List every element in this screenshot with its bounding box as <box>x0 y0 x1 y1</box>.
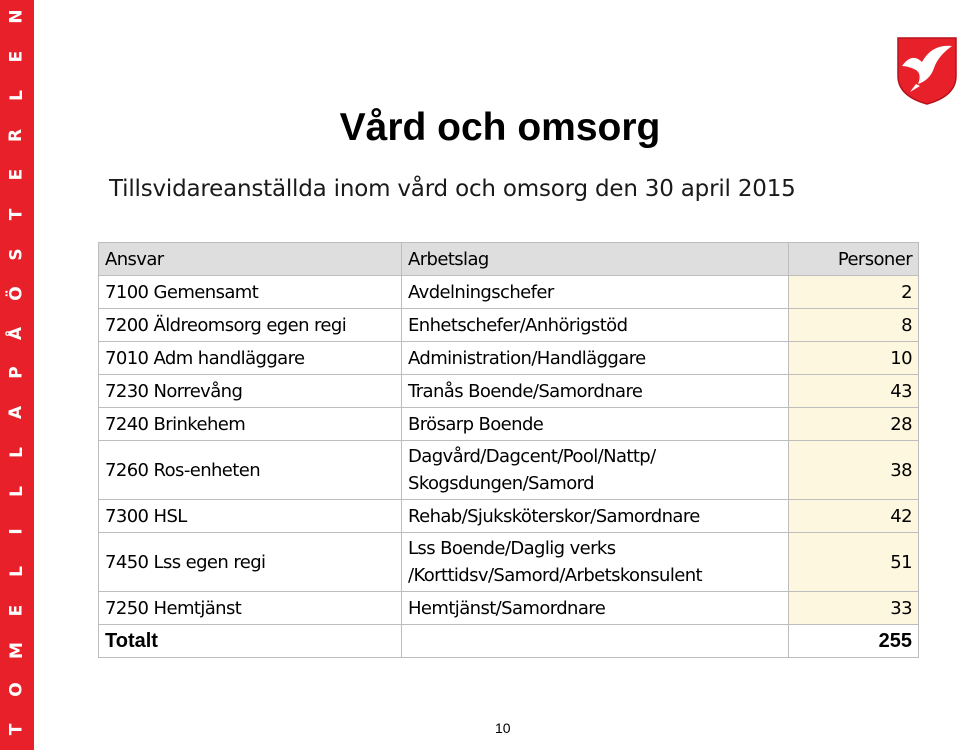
cell-arbetslag: Tranås Boende/Samordnare <box>402 375 789 408</box>
bird-emblem-icon <box>896 36 958 106</box>
staff-table <box>98 242 919 658</box>
header-personer: Personer <box>789 243 919 276</box>
cell-ansvar: 7250 Hemtjänst <box>99 592 402 625</box>
cell-personer: 10 <box>789 342 919 375</box>
total-label: Totalt <box>99 625 402 658</box>
sidebar-letter: Ö <box>6 286 27 301</box>
table-row <box>99 408 919 441</box>
cell-personer: 33 <box>789 592 919 625</box>
sidebar-letter: Å <box>6 326 27 340</box>
cell-personer: 42 <box>789 500 919 533</box>
table-row <box>99 592 919 625</box>
sidebar-letter: L <box>6 486 27 498</box>
page-subtitle: Tillsvidareanställda inom vård och omsorg den 30 april 2015 <box>109 176 796 202</box>
cell-arbetslag: Enhetschefer/Anhörigstöd <box>402 309 789 342</box>
cell-ansvar: 7010 Adm handläggare <box>99 342 402 375</box>
cell-arbetslag: Lss Boende/Daglig verks /Korttidsv/Samord/Arbetskonsulent <box>402 533 789 592</box>
table-row <box>99 276 919 309</box>
table-total-row <box>99 625 919 658</box>
header-arbetslag: Arbetslag <box>402 243 789 276</box>
cell-ansvar: 7450 Lss egen regi <box>99 533 402 592</box>
sidebar-letter: L <box>6 446 27 458</box>
cell-arbetslag: Dagvård/Dagcent/Pool/Nattp/ Skogsdungen/Samord <box>402 441 789 500</box>
table-row <box>99 533 919 592</box>
sidebar-letter: P <box>6 366 27 380</box>
sidebar-letter: E <box>6 169 27 181</box>
page-number: 10 <box>495 720 511 736</box>
cell-arbetslag: Avdelningschefer <box>402 276 789 309</box>
sidebar-letter: T <box>6 208 27 221</box>
table-row <box>99 342 919 375</box>
sidebar-letter: N <box>6 9 27 24</box>
cell-ansvar: 7230 Norrevång <box>99 375 402 408</box>
sidebar-letter: I <box>6 528 27 535</box>
cell-ansvar: 7100 Gemensamt <box>99 276 402 309</box>
sidebar-letter: T <box>6 723 27 736</box>
page-title: Vård och omsorg <box>339 106 661 149</box>
cell-arbetslag: Rehab/Sjuksköterskor/Samordnare <box>402 500 789 533</box>
sidebar-letter: E <box>6 50 27 62</box>
cell-ansvar: 7200 Äldreomsorg egen regi <box>99 309 402 342</box>
table-row <box>99 309 919 342</box>
sidebar-letter: A <box>6 406 27 420</box>
cell-arbetslag: Brösarp Boende <box>402 408 789 441</box>
sidebar-letter: E <box>6 604 27 617</box>
sidebar-letter: O <box>6 682 27 698</box>
cell-personer: 8 <box>789 309 919 342</box>
cell-personer: 2 <box>789 276 919 309</box>
total-value: 255 <box>789 625 919 658</box>
cell-ansvar: 7240 Brinkehem <box>99 408 402 441</box>
sidebar-letter: R <box>6 128 27 142</box>
sidebar-letter: M <box>6 641 27 659</box>
cell-ansvar: 7260 Ros-enheten <box>99 441 402 500</box>
cell-arbetslag: Administration/Handläggare <box>402 342 789 375</box>
table-row <box>99 500 919 533</box>
cell-personer: 28 <box>789 408 919 441</box>
header-ansvar: Ansvar <box>99 243 402 276</box>
table-row <box>99 375 919 408</box>
cell-arbetslag: Hemtjänst/Samordnare <box>402 592 789 625</box>
table-row <box>99 441 919 500</box>
cell-ansvar: 7300 HSL <box>99 500 402 533</box>
cell-personer: 51 <box>789 533 919 592</box>
sidebar-letter: L <box>6 90 27 102</box>
cell-personer: 38 <box>789 441 919 500</box>
cell-personer: 43 <box>789 375 919 408</box>
sidebar-letter: S <box>6 248 27 261</box>
total-empty-cell <box>402 625 789 658</box>
sidebar-letter: L <box>6 565 27 577</box>
table-header-row <box>99 243 919 276</box>
